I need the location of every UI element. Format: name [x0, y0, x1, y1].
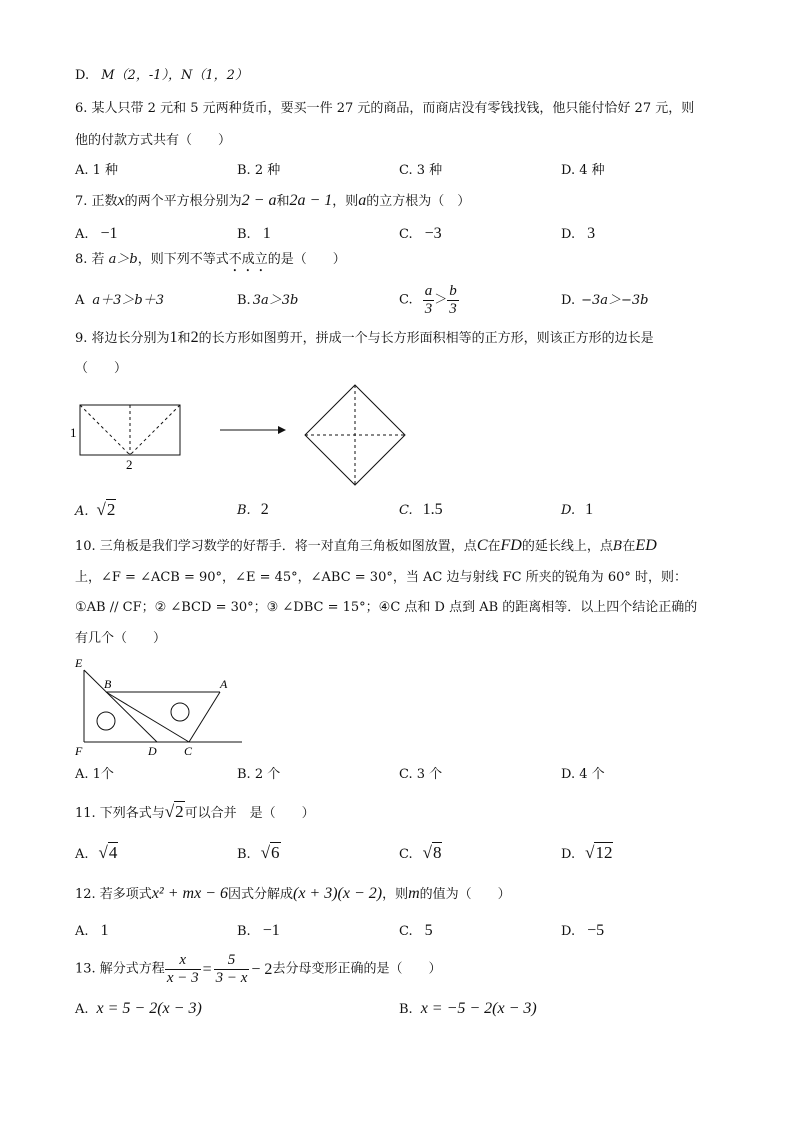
- option-value: 3a＞3b: [252, 293, 299, 308]
- math-expr: 2 − a: [241, 192, 277, 209]
- stem-text: 的两个平方根分别为: [124, 194, 242, 209]
- math-expr: a＞b: [108, 252, 138, 267]
- option-label: B.: [399, 1002, 413, 1017]
- math-expr: − 2: [251, 960, 273, 978]
- option-value: −3: [424, 225, 442, 242]
- q11-option-c: [399, 845, 442, 863]
- q10-stem-line3: ①AB // CF；② ∠BCD = 30°；③ ∠DBC = 15°；④C 点和 D 点到 AB 的距离相等．以上四个结论正确的: [75, 600, 698, 615]
- q11-option-b: [237, 845, 281, 863]
- sqrt: √12: [585, 843, 613, 862]
- option-text: M（2，-1），N（1，2）: [101, 68, 248, 83]
- stem-text: 11. 下列各式与: [75, 806, 165, 821]
- q11-stem: [75, 804, 315, 822]
- fraction: [165, 952, 201, 987]
- stem-text: 7. 正数: [75, 194, 118, 209]
- option-label: C.: [399, 292, 413, 308]
- stem-text: 和: [177, 331, 191, 346]
- q10-option-d: D. 4 个: [561, 767, 605, 782]
- q11-option-d: [561, 845, 613, 863]
- radicand: 12: [595, 843, 613, 862]
- stem-text: ，则: [332, 194, 359, 209]
- sqrt: √2: [96, 500, 116, 519]
- numerator: x: [165, 952, 201, 970]
- q6-option-b: B. 2 种: [237, 163, 281, 178]
- numerator: b: [449, 283, 457, 299]
- stem-text: 9. 将边长分别为: [75, 331, 170, 346]
- option-label: B.: [237, 847, 251, 862]
- stem-text: 10. 三角板是我们学习数学的好帮手．将一对直角三角板如图放置，点: [75, 539, 477, 554]
- hole-circle: [171, 703, 189, 721]
- q10-stem-line4: 有几个（ ）: [75, 631, 167, 646]
- side-label-2: 2: [126, 457, 133, 472]
- denominator: 3: [424, 301, 433, 317]
- q6-option-d: D. 4 种: [561, 163, 605, 178]
- option-label: B.: [237, 503, 251, 518]
- option-value: 1: [100, 922, 109, 939]
- option-label: C.: [399, 924, 413, 939]
- option-label: A.: [75, 504, 89, 519]
- option-value: −1: [100, 225, 118, 242]
- math-var: B: [612, 539, 623, 554]
- option-value: 5: [424, 922, 433, 939]
- q12-option-d: [561, 923, 604, 940]
- q12-option-c: [399, 923, 433, 940]
- option-value: 2: [260, 501, 269, 518]
- q10-option-a: A. 1个: [75, 767, 114, 782]
- option-label: A.: [75, 1002, 89, 1017]
- q6-stem-line2: 他的付款方式共有（ ）: [75, 133, 232, 148]
- numerator: 5: [214, 952, 250, 970]
- label-e: E: [75, 656, 83, 670]
- stem-text: 在: [622, 539, 636, 554]
- option-value: 3: [587, 225, 596, 242]
- option-label: B.: [237, 227, 251, 242]
- option-label: A: [75, 293, 85, 308]
- math-var: x: [117, 192, 125, 209]
- option-label: D.: [561, 293, 576, 308]
- denominator: 3: [449, 301, 457, 317]
- sqrt: √6: [260, 843, 280, 862]
- sqrt: √4: [98, 843, 118, 862]
- q10-option-b: B. 2 个: [237, 767, 281, 782]
- q12-option-a: [75, 923, 109, 940]
- stem-text: 8. 若: [75, 252, 109, 267]
- option-label: D.: [561, 503, 576, 518]
- option-value: x = −5 − 2(x − 3): [420, 1000, 537, 1017]
- sqrt: √8: [422, 843, 442, 862]
- math-expr: (x + 3)(x − 2): [292, 885, 383, 902]
- option-label: B.: [237, 924, 251, 939]
- math-var: ED: [635, 537, 657, 554]
- q11-option-a: [75, 845, 118, 863]
- stem-text: 的值为（ ）: [419, 887, 511, 902]
- label-d: D: [148, 744, 157, 758]
- q12-option-b: [237, 923, 280, 940]
- sqrt: √2: [164, 802, 184, 821]
- q13-option-a: [75, 1001, 202, 1018]
- math-expr: 2a − 1: [289, 192, 333, 209]
- stem-text: 的长方形如图剪开，拼成一个与长方形面积相等的正方形，则该正方形的边长是: [198, 331, 654, 346]
- q6-stem-line1: 6. 某人只带 2 元和 5 元两种货币，要买一件 27 元的商品，而商店没有零钱找钱，他只能付恰好 27 元，则: [75, 101, 695, 116]
- option-label: A.: [75, 847, 89, 862]
- q12-stem: [75, 886, 511, 903]
- option-label: C.: [399, 503, 413, 518]
- stem-text: 因式分解成: [227, 887, 293, 902]
- math-var: a: [358, 192, 367, 209]
- q13-option-b: [399, 1001, 537, 1018]
- stem-text: ，则: [382, 887, 409, 902]
- option-value: x = 5 − 2(x − 3): [96, 1000, 202, 1017]
- option-label: D.: [561, 924, 576, 939]
- label-c: C: [184, 744, 193, 758]
- stem-text: 可以合并 是（ ）: [184, 806, 315, 821]
- option-value: −1: [262, 922, 280, 939]
- denominator: 3 − x: [215, 970, 248, 986]
- math-num: 2: [190, 329, 199, 346]
- label-b: B: [104, 677, 112, 691]
- hole-circle: [97, 712, 115, 730]
- option-label: A.: [75, 924, 89, 939]
- option-label: D.: [561, 847, 576, 862]
- stem-text: 和: [276, 194, 290, 209]
- q9-stem-line2: （ ）: [75, 361, 128, 376]
- stem-text: 在: [487, 539, 501, 554]
- option-value: a＋3＞b＋3: [92, 293, 165, 308]
- side-ed: [84, 670, 157, 742]
- side-label-1: 1: [70, 425, 77, 440]
- math-num: 1: [169, 329, 178, 346]
- radicand: 6: [271, 843, 280, 862]
- stem-text: 13. 解分式方程: [75, 961, 165, 977]
- math-var: C: [476, 537, 488, 554]
- label-a: A: [220, 677, 228, 691]
- q6-option-a: A. 1 种: [75, 163, 119, 178]
- q13-stem: [75, 952, 441, 987]
- option-label: B.: [237, 293, 251, 308]
- q10-stem-line2: 上，∠F = ∠ACB = 90°，∠E = 45°，∠ABC = 30°，当 AC 边与射线 FC 所夹的锐角为 60° 时，则：: [75, 570, 687, 585]
- option-value: −5: [587, 922, 605, 939]
- stem-text: 12. 若多项式: [75, 887, 152, 902]
- emphasized-text: 不成立: [228, 252, 268, 267]
- fraction: [214, 952, 250, 987]
- numerator: a: [424, 283, 433, 299]
- radicand: 4: [108, 843, 118, 862]
- radicand: 2: [175, 802, 184, 821]
- operator: ＞: [434, 292, 448, 308]
- denominator: x − 3: [166, 970, 199, 986]
- stem-text: 去分母变形正确的是（ ）: [272, 961, 442, 977]
- option-label: D.: [75, 68, 90, 83]
- label-f: F: [75, 744, 83, 758]
- side-ac: [189, 692, 220, 742]
- stem-text: 的延长线上，点: [521, 539, 613, 554]
- option-label: C.: [399, 227, 413, 242]
- option-value: 1: [262, 225, 271, 242]
- math-var: FD: [500, 537, 522, 554]
- operator: =: [202, 960, 212, 978]
- stem-text: 的是（ ）: [267, 252, 346, 267]
- option-label: D.: [561, 227, 576, 242]
- option-value: 1: [585, 501, 594, 518]
- math-expr: x² + mx − 6: [151, 885, 228, 902]
- option-label: A.: [75, 227, 89, 242]
- radicand: 2: [106, 500, 116, 519]
- q10-option-c: C. 3 个: [399, 767, 443, 782]
- math-var: m: [408, 885, 420, 902]
- stem-text: 的立方根为（ ）: [366, 194, 471, 209]
- option-value: −3a＞−3b: [581, 293, 649, 308]
- option-label: C.: [399, 847, 413, 862]
- q6-option-c: C. 3 种: [399, 163, 443, 178]
- stem-text: ，则下列不等式: [137, 252, 229, 267]
- option-value: 1.5: [422, 501, 443, 518]
- radicand: 8: [432, 843, 442, 862]
- side-bc: [106, 692, 189, 742]
